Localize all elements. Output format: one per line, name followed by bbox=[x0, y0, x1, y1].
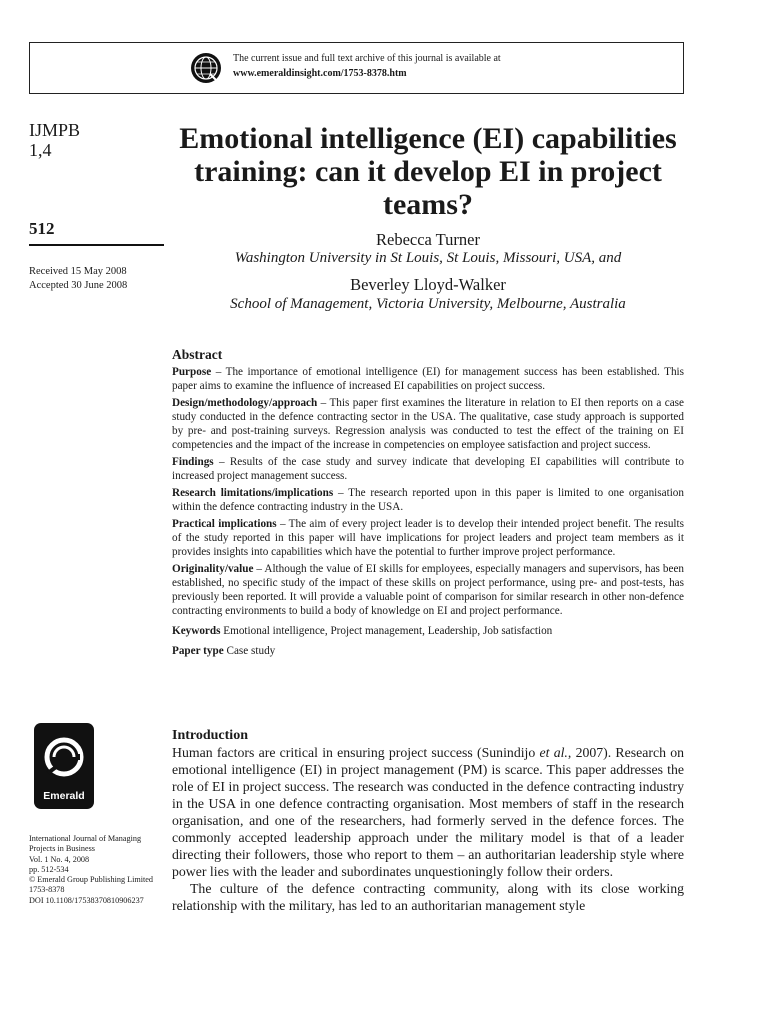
pub-line: Projects in Business bbox=[29, 844, 95, 854]
journal-availability-box bbox=[29, 42, 684, 94]
abstract-heading: Abstract bbox=[172, 347, 223, 362]
received-date: Received 15 May 2008 bbox=[29, 266, 127, 277]
section-text: – The research reported upon in this paper is limited to one organisation within the defence contracting industry in the USA. bbox=[172, 487, 684, 513]
abstract bbox=[172, 348, 684, 661]
section-text: – Results of the case study and survey indicate that developing EI capabilities will contribute to increased project management success. bbox=[172, 456, 684, 482]
section-text: – The importance of emotional intelligence (EI) for management success has been established. This paper aims to examine the influence of increased EI capabilities on project success. bbox=[172, 366, 684, 392]
margin-rule bbox=[29, 244, 164, 246]
paper-type-text: Case study bbox=[223, 645, 276, 657]
emerald-logo bbox=[34, 723, 94, 809]
emerald-brand: Emerald bbox=[43, 790, 85, 802]
section-label: Practical implications bbox=[172, 518, 277, 530]
intro-text: , 2007). Research on emotional intelligence (EI) in project management (PM) is scarce. This paper addresses the role of EI in project success. The research was conducted in the defence contracting industry in the USA in one defence contracting organisation. Most members of staff in the research organisation, and one of the researchers, had formerly served in the defence forces. The commonly accepted leadership approach under the military model is that of a leader directing their followers, those who report to them – an authoritarian leadership style where power lies with the leader and subordinates unquestioningly follow their orders. bbox=[172, 745, 685, 879]
pub-line: Vol. 1 No. 4, 2008 bbox=[29, 854, 90, 864]
paper-type-label: Paper type bbox=[172, 645, 224, 657]
intro-paragraph-2: The culture of the defence contracting community, along with its close working relationship with the military, has led to an authoritarian management style bbox=[172, 881, 684, 913]
section-label: Purpose bbox=[172, 366, 212, 378]
pub-line: International Journal of Managing bbox=[29, 834, 142, 843]
abstract-purpose bbox=[172, 365, 684, 393]
abstract-originality bbox=[172, 562, 684, 618]
article-title: Emotional intelligence (EI) capabilities training: can it develop EI in project teams? bbox=[179, 122, 677, 221]
keywords-text: Emotional intelligence, Project management, Leadership, Job satisfaction bbox=[220, 625, 553, 637]
affiliation-1: Washington University in St Louis, St Louis, Missouri, USA, and bbox=[234, 250, 622, 266]
author-2: Beverley Lloyd-Walker bbox=[350, 275, 506, 294]
introduction-heading: Introduction bbox=[172, 728, 248, 743]
section-label: Originality/value bbox=[172, 563, 254, 575]
globe-icon bbox=[190, 52, 222, 84]
pub-line: pp. 512-534 bbox=[29, 864, 69, 874]
section-label: Design/methodology/approach bbox=[172, 397, 318, 409]
section-text: – This paper first examines the literature in relation to EI then reports on a case study conducted in the defence contracting sector in the USA. The qualitative, case study approach is supported by pre- and post-training surveys. Regression analysis was conducted to test the effect of the training on EI competencies and the impact of the increase in competencies on employee satisfaction and project success. bbox=[172, 397, 684, 451]
pub-line: DOI 10.1108/17538370810906237 bbox=[29, 895, 144, 905]
section-label: Research limitations/implications bbox=[172, 487, 334, 499]
keywords bbox=[172, 624, 684, 638]
abstract-limitations bbox=[172, 486, 684, 514]
keywords-label: Keywords bbox=[172, 625, 221, 637]
publication-info bbox=[29, 834, 153, 906]
paper-type bbox=[172, 644, 684, 658]
section-text: – Although the value of EI skills for employees, especially managers and supervisors, has been established, no specific study of the impact of these skills on project performance, using pre- and post-tests, has previously been reported. It will provide a valuable point of comparison for similar research in other non-defence contracting environments to build a body of knowledge on EI and project performance. bbox=[172, 563, 684, 617]
intro-paragraph-1 bbox=[172, 744, 684, 880]
abstract-design bbox=[172, 396, 684, 452]
section-text: – The aim of every project leader is to develop their intended project benefit. The results of the study reported in this paper will have implications for project leaders and project team members as it provides insights into capabilities which have the potential to further improve project performance. bbox=[172, 518, 684, 558]
intro-citation: et al. bbox=[539, 745, 568, 760]
pub-line: © Emerald Group Publishing Limited bbox=[29, 875, 154, 885]
intro-text: Human factors are critical in ensuring project success (Sunindijo bbox=[172, 745, 540, 760]
pub-line: 1753-8378 bbox=[29, 885, 65, 895]
journal-url-link[interactable]: www.emeraldinsight.com/1753-8378.htm bbox=[233, 68, 407, 79]
journal-code: IJMPB 1,4 bbox=[29, 120, 81, 160]
affiliation-2: School of Management, Victoria University, Melbourne, Australia bbox=[230, 296, 626, 312]
emerald-logo-icon bbox=[44, 733, 84, 785]
accepted-date: Accepted 30 June 2008 bbox=[29, 279, 128, 291]
archive-notice: The current issue and full text archive of this journal is available at bbox=[233, 53, 501, 64]
page-number: 512 bbox=[29, 219, 55, 238]
abstract-findings bbox=[172, 455, 684, 483]
section-label: Findings bbox=[172, 456, 214, 468]
abstract-practical bbox=[172, 517, 684, 559]
introduction bbox=[172, 727, 684, 914]
article-dates bbox=[29, 265, 127, 292]
author-1: Rebecca Turner bbox=[375, 230, 480, 249]
